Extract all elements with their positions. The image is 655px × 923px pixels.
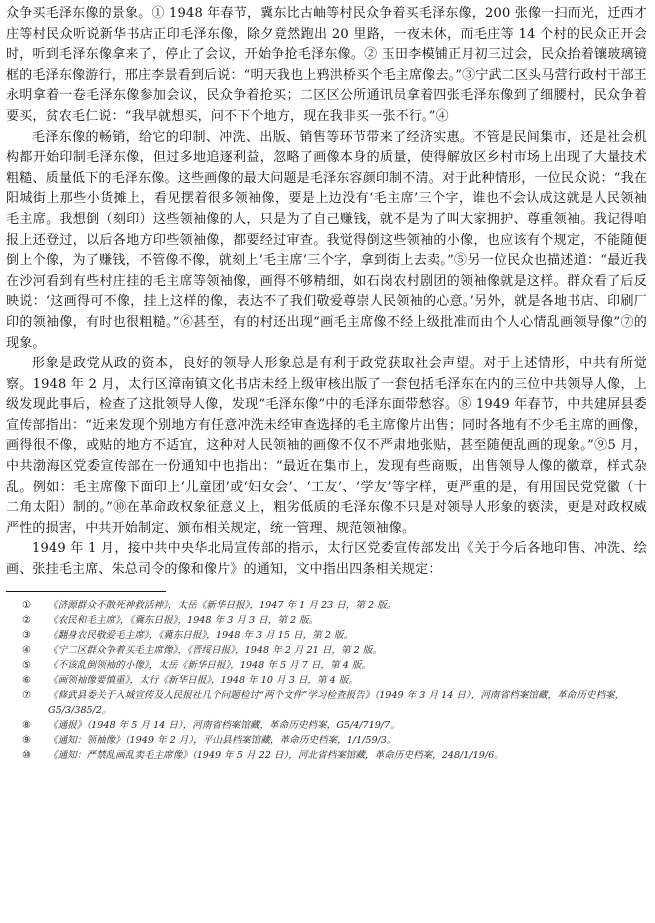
footnote-text: 《画领袖像要慎重》，太行《新华日报》，1948 年 10 月 3 日，第 4 版。 (48, 674, 359, 686)
footnote (22, 718, 647, 733)
footnote-number: ④ (22, 644, 31, 656)
footnote-number: ⑦ (22, 689, 31, 701)
footnote (22, 733, 647, 748)
footnote-number: ⑥ (22, 674, 31, 686)
footnote-number: ① (22, 599, 31, 611)
footnote-text: 《济源群众不散死神救活神》，太岳《新华日报》，1947 年 1 月 23 日，第 2 版。 (48, 599, 397, 611)
body-paragraph: 1949 年 1 月，接中共中央华北局宣传部的指示，太行区党委宣传部发出《关于今后各地印售、冲洗、绘画、张挂毛主席、朱总司令的像和像片》的通知，文中指出四条相关规定： (6, 541, 647, 578)
footnote (22, 598, 647, 613)
footnote (22, 613, 647, 628)
footnote-text: 《翻身农民敬爱毛主席》，《冀东日报》，1948 年 3 月 15 日，第 2 版。 (48, 629, 354, 641)
footnote-number: ⑩ (22, 749, 31, 761)
footnote (22, 643, 647, 658)
body-paragraph: 形象是政党从政的资本，良好的领导人形象总是有利于政党获取社会声望。对于上述情形，中共有所觉察。1948 年 2 月，太行区漳南镇文化书店未经上级审核出版了一套包括毛泽东在内的三位中共领导人像，上级发现此事后，检查了这批领导人像，发现“毛泽东像”中的毛泽东面带愁容。⑧ 1949 年春节，中共建屏县委宣传部指出：“近来发现个别地方有任意冲洗未经审查选择的毛主席像片出售；同时各地有不少毛主席的画像，画得很不像，或贴的地方不适宜，这种对人民领袖的画像不仅不严肃地张贴，甚至随便乱画的现象。”⑨5 月，中共渤海区党委宣传部在一份通知中也指出：“最近在集市上，发现有些商贩，出售领导人像的徽章，样式杂乱。例如：毛主席像下面印上‘儿童团’或‘妇女会’、‘工友’、‘学友’等字样，更严重的是，有用国民党党徽（十二角太阳）制的。”⑩在革命政权象征意义上，粗劣低质的毛泽东像不只是对领导人形象的亵渎，更是对政权威严性的损害，中共开始制定、颁布相关规定，统一管理、规范领袖像。 (6, 356, 647, 536)
footnote-text: 《农民和毛主席》，《冀东日报》，1948 年 3 月 3 日，第 2 版。 (48, 614, 319, 626)
footnote (22, 628, 647, 643)
footnote-text: 《通知：严禁乱画乱卖毛主席像》（1949 年 5 月 22 日），河北省档案馆藏，革命历史档案，248/1/19/6。 (48, 749, 504, 761)
footnote-number: ③ (22, 629, 31, 641)
footnote-text: 《修武县委关于入城宣传及人民报社几个问题检讨“两个文件”学习检查报告》（1949 年 3 月 14 日），河南省档案馆藏，革命历史档案，G5/3/385/2。 (48, 689, 625, 716)
footnote (22, 748, 647, 763)
footnote (22, 658, 647, 673)
footnote-text: 《通报》（1948 年 5 月 14 日），河南省档案馆藏，革命历史档案，G5/4/719/7。 (48, 719, 400, 731)
body-paragraph: 众争买毛泽东像的景象。① 1948 年春节，冀东比古岫等村民众争着买毛泽东像，200 张像一扫而光，迁西才庄等村民众听说新华书店正印毛泽东像，除夕竟然跑出 20 里路，一夜未休，而毛庄等 14 个村的民众正开会时，听到毛泽东像拿来了，停止了会议，开始争抢毛泽东像。② 玉田李模铺正月初三过会，民众抬着镶玻璃镜框的毛泽东像游行，邢庄李景看到后说：“明天我也上鸦洪桥买个毛主席像去。”③宁武二区头马营行政村干部王永明拿着一卷毛泽东像参加会议，民众争着抢买；二区区公所通讯员拿着四张毛泽东像到了细腰村，民众争着要买，贫农毛仁说：“我早就想买，问不下个地方，现在我非买一张不行。”④ (6, 6, 647, 124)
footnote-divider (6, 591, 166, 592)
footnote-number: ⑨ (22, 734, 31, 746)
footnote (22, 688, 647, 718)
footnote-number: ② (22, 614, 31, 626)
footnote-text: 《通知：领袖像》（1949 年 2 月），平山县档案馆藏，革命历史档案，1/1/59/3。 (48, 734, 397, 746)
footnote-number: ⑧ (22, 719, 31, 731)
footnote (22, 673, 647, 688)
footnote-text: 《不该乱倒领袖的小像》，太岳《新华日报》，1948 年 5 月 7 日，第 4 版。 (48, 659, 372, 671)
footnote-list (6, 598, 647, 763)
body-paragraph: 毛泽东像的畅销，给它的印制、冲洗、出版、销售等环节带来了经济实惠。不管是民间集市，还是社会机构都开始印制毛泽东像，但过多地追逐利益，忽略了画像本身的质量，使得解放区乡村市场上出现了大量技术粗糙、质量低下的毛泽东像。这些画像的最大问题是毛泽东容颜印制不清。对于此种情形，一位民众说：“我在阳城街上那些小货摊上，看见摆着很多领袖像，要是上边没有‘毛主席’三个字，谁也不会认成这就是人民领袖毛主席。我想倒（刻印）这些领袖像的人，只是为了自己赚钱，就不是为了叫大家拥护、尊重领袖。我记得咱报上还登过，以后各地方印些领袖像，都要经过审查。我觉得倒这些领袖的小像，也应该有个规定，不能随便倒上个像，为了赚钱，不管像不像，就刻上‘毛主席’三个字，拿到街上去卖。”⑤另一位民众也描述道：“最近我在沙河看到有些村庄挂的毛主席等领袖像，画得不够精细，如石岗农村剧团的领袖像就是这样。群众看了后反映说：‘这画得可不像，挂上这样的像，表达不了我们敬爱尊崇人民领袖的心意。’另外，就是各地书店、印刷厂印的领袖像，有时也很粗糙。”⑥甚至，有的村还出现“画毛主席像不经上级批准而由个人心情乱画领导像”⑦的现象。 (6, 129, 647, 351)
footnote-number: ⑤ (22, 659, 31, 671)
footnote-text: 《宁二区群众争着买毛主席像》，《晋绥日报》，1948 年 2 月 21 日，第 2 版。 (48, 644, 382, 656)
